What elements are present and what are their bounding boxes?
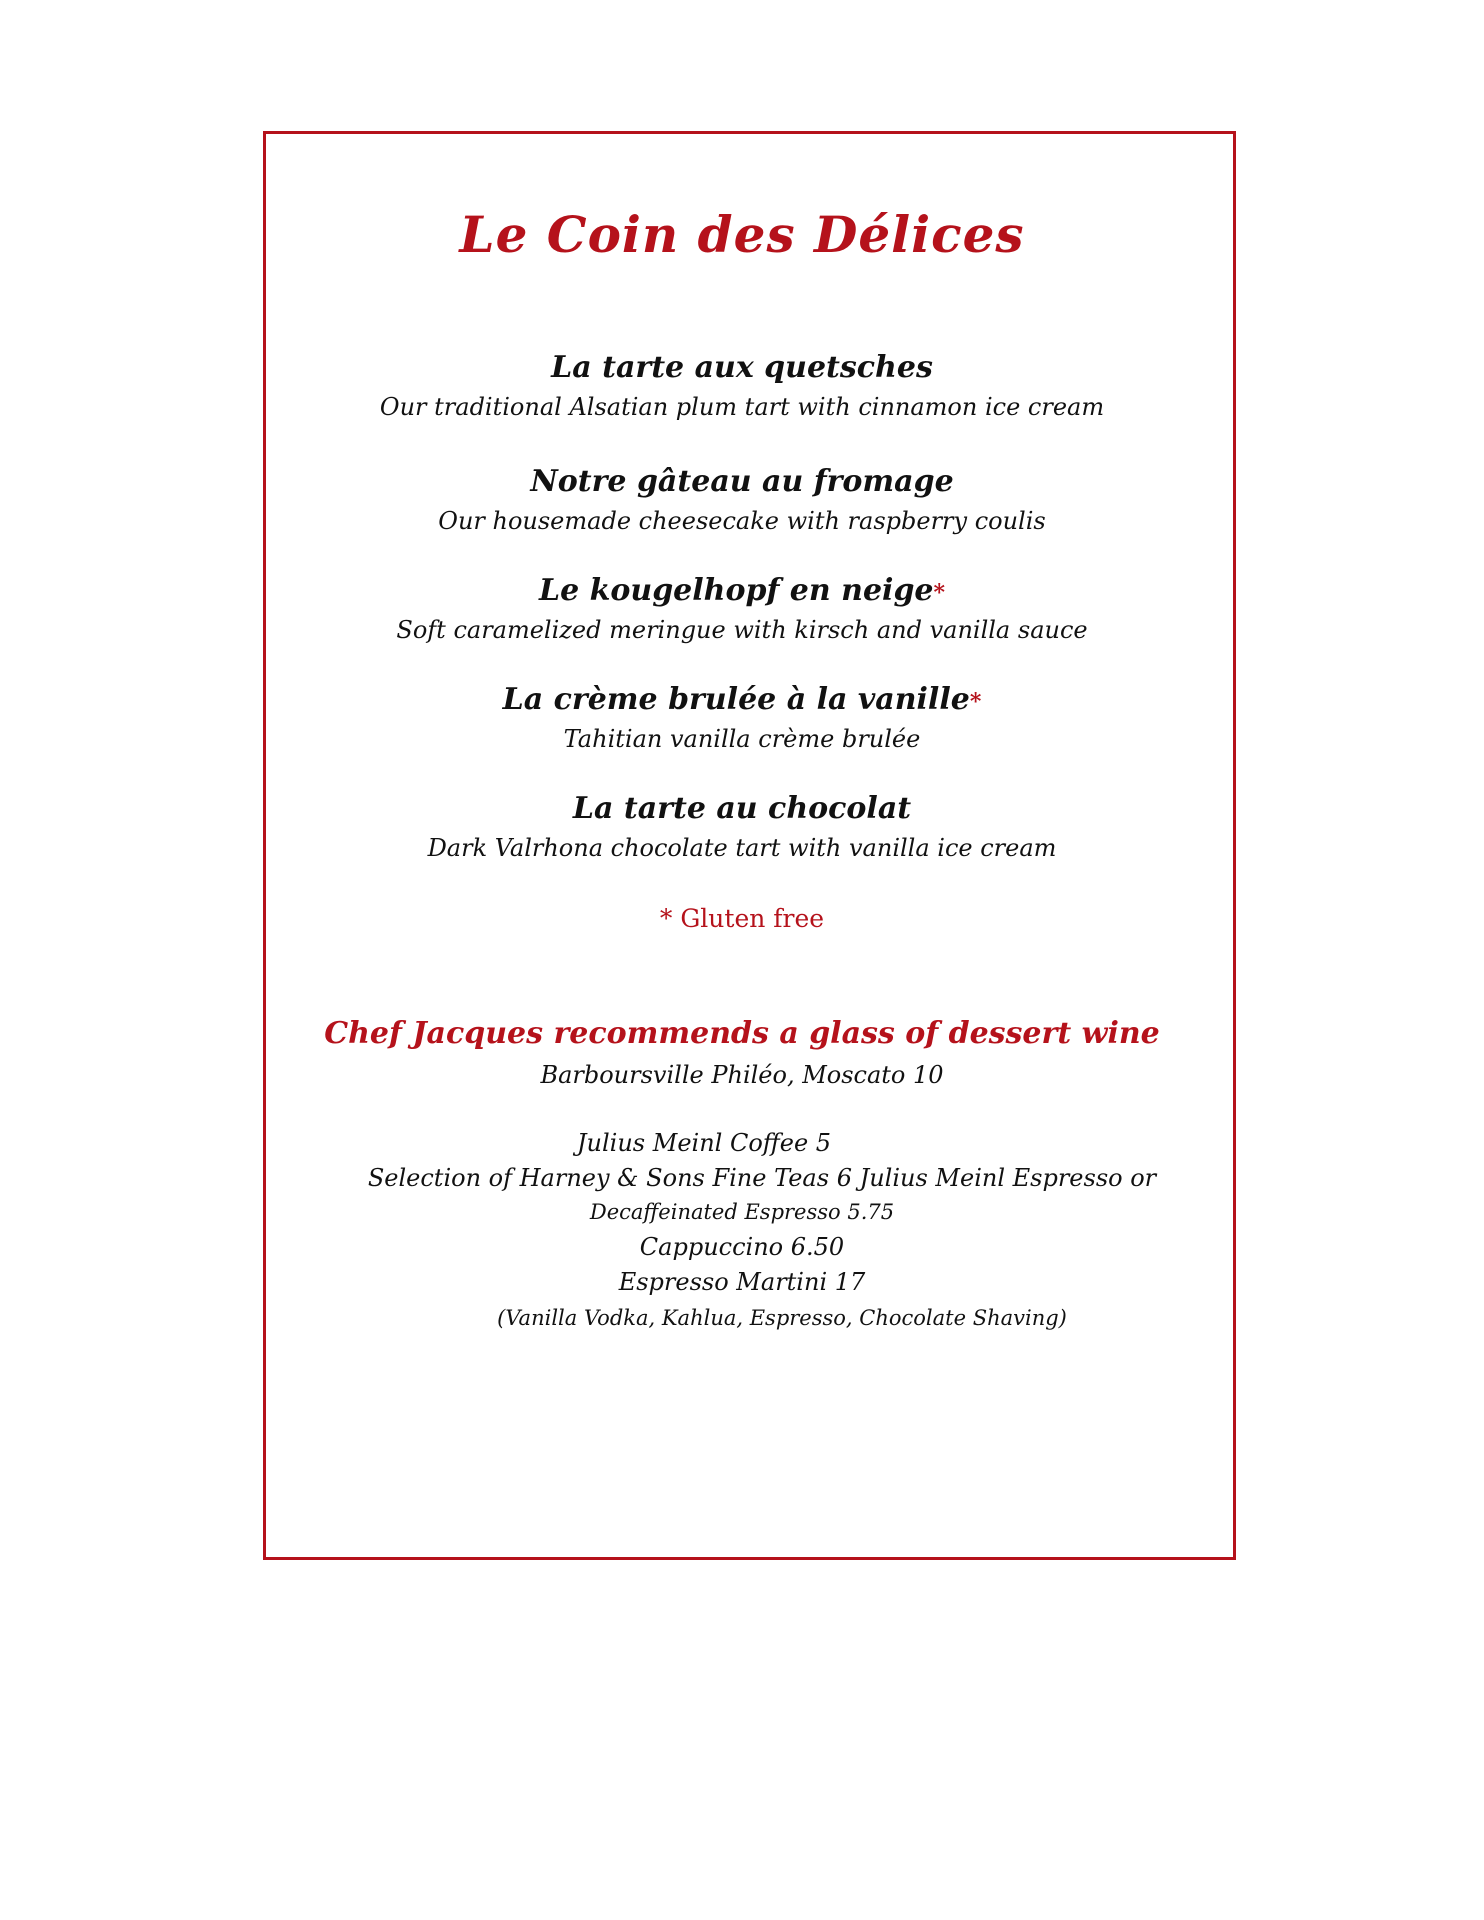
drink-item: Espresso Martini 17: [618, 1268, 866, 1296]
dish-name-text: La tarte aux quetsches: [551, 350, 933, 385]
dish-description: Our housemade cheesecake with raspberry coulis: [438, 507, 1046, 535]
dish-name-text: La crème brulée à la vanille: [502, 682, 970, 717]
wine-recommendation-heading: Chef Jacques recommends a glass of dessert wine: [324, 1016, 1160, 1051]
dish-name: [0, 350, 1484, 385]
dish-name: [0, 464, 1484, 499]
gluten-free-note: * Gluten free: [659, 904, 825, 933]
dish-description: Dark Valrhona chocolate tart with vanilla ice cream: [427, 834, 1057, 862]
dish-name-text: Notre gâteau au fromage: [530, 464, 954, 499]
dish-description: Soft caramelized meringue with kirsch and vanilla sauce: [396, 616, 1088, 644]
drink-item: Julius Meinl Coffee 5: [576, 1129, 832, 1157]
menu-title: Le Coin des Délices: [459, 205, 1025, 264]
dish-description: Our traditional Alsatian plum tart with cinnamon ice cream: [379, 393, 1105, 421]
dish-name: [0, 682, 1484, 717]
dish-name-text: Le kougelhopf en neige: [538, 573, 934, 608]
dish-name: [0, 573, 1484, 608]
drink-item: Decaffeinated Espresso 5.75: [589, 1200, 895, 1224]
dish-name-text: La tarte au chocolat: [572, 791, 912, 826]
gluten-free-marker: *: [969, 689, 982, 715]
gluten-free-marker: *: [933, 580, 946, 606]
drink-item: Cappuccino 6.50: [639, 1233, 845, 1261]
dish-description: Tahitian vanilla crème brulée: [563, 725, 921, 753]
drink-item: Selection of Harney & Sons Fine Teas 6 Julius Meinl Espresso or: [367, 1164, 1157, 1192]
wine-item: Barboursville Philéo, Moscato 10: [540, 1061, 944, 1089]
drink-item: (Vanilla Vodka, Kahlua, Espresso, Chocolate Shaving): [497, 1306, 1067, 1330]
dish-name: [0, 791, 1484, 826]
